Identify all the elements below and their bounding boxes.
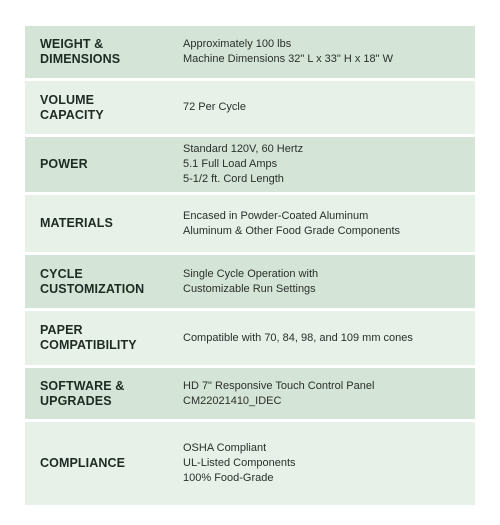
spec-value: HD 7" Responsive Touch Control Panel CM22021410_IDEC bbox=[183, 379, 375, 407]
spec-label: COMPLIANCE bbox=[40, 456, 126, 470]
spec-row-materials bbox=[25, 195, 475, 255]
spec-label: CYCLE CUSTOMIZATION bbox=[40, 266, 145, 296]
spec-row-power bbox=[25, 137, 475, 195]
spec-value: OSHA Compliant UL-Listed Components 100% Food-Grade bbox=[183, 442, 296, 484]
spec-row-software-upgrades bbox=[25, 368, 475, 422]
spec-label: MATERIALS bbox=[40, 216, 113, 230]
spec-label: VOLUME CAPACITY bbox=[40, 92, 104, 122]
spec-value: Encased in Powder-Coated Aluminum Aluminum & Other Food Grade Components bbox=[183, 209, 401, 237]
spec-value: Approximately 100 lbs Machine Dimensions 32" L x 33" H x 18" W bbox=[183, 38, 394, 65]
spec-row-paper-compatibility bbox=[25, 311, 475, 368]
spec-row-volume-capacity bbox=[25, 81, 475, 137]
spec-table bbox=[25, 26, 475, 505]
spec-value: Compatible with 70, 84, 98, and 109 mm cones bbox=[183, 331, 413, 344]
spec-label: SOFTWARE & UPGRADES bbox=[40, 378, 125, 408]
spec-label: PAPER COMPATIBILITY bbox=[40, 323, 137, 352]
spec-label: POWER bbox=[40, 157, 88, 171]
spec-row-compliance bbox=[25, 422, 475, 505]
spec-row-cycle-customization bbox=[25, 255, 475, 311]
spec-value: Single Cycle Operation with Customizable Run Settings bbox=[183, 267, 319, 295]
spec-value: 72 Per Cycle bbox=[183, 101, 246, 113]
spec-value: Standard 120V, 60 Hertz 5.1 Full Load Amps 5-1/2 ft. Cord Length bbox=[183, 143, 304, 185]
spec-row-weight-dimensions bbox=[25, 26, 475, 81]
spec-label: WEIGHT & DIMENSIONS bbox=[40, 37, 121, 66]
